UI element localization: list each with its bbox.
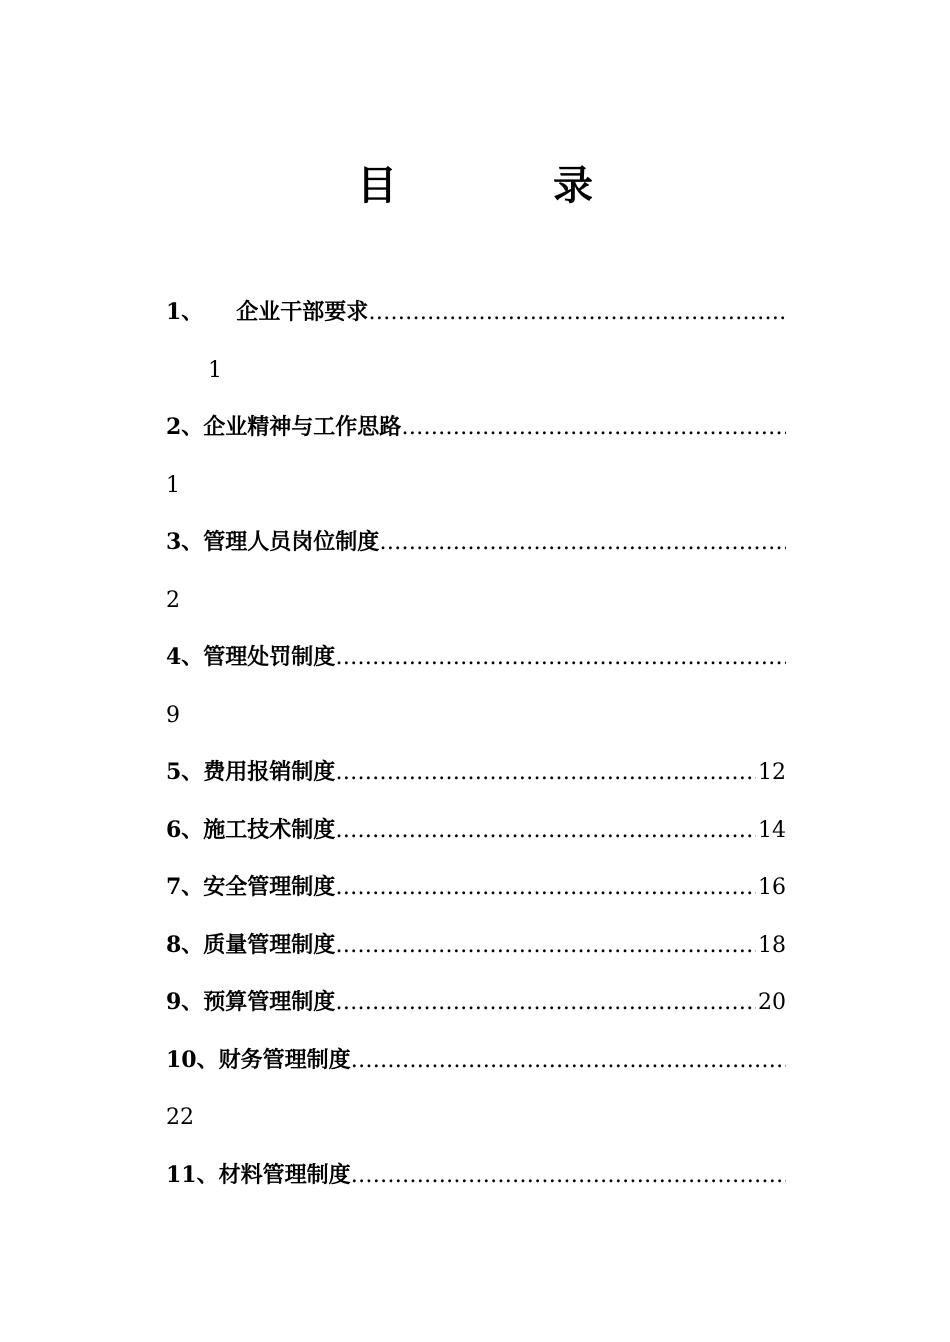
- toc-entry-label: 3、管理人员岗位制度: [166, 529, 380, 555]
- toc-entry[interactable]: [166, 754, 786, 812]
- toc-entry-page: 9: [166, 702, 180, 728]
- toc-entry-page-line: [166, 467, 786, 525]
- dot-leader: [335, 755, 756, 791]
- toc-entry-label: 5、费用报销制度: [166, 759, 336, 785]
- toc-entry[interactable]: [166, 409, 786, 467]
- dot-leader: [335, 928, 756, 964]
- toc-entry-label: 2、企业精神与工作思路: [166, 414, 402, 440]
- toc-entry-page-line: [166, 582, 786, 640]
- toc-entry-page-line: [166, 1099, 786, 1157]
- toc-entry-page: 12: [758, 760, 786, 785]
- toc-entry[interactable]: [166, 812, 786, 870]
- toc-entry-page: 14: [758, 817, 786, 843]
- dot-leader: [401, 410, 786, 446]
- toc-entry-label: 1、 企业干部要求: [166, 299, 369, 325]
- toc-entry-label: 10、财务管理制度: [166, 1046, 351, 1073]
- toc-entry-label: 9、预算管理制度: [166, 989, 336, 1015]
- table-of-contents: [166, 294, 786, 1214]
- toc-entry[interactable]: [166, 927, 786, 985]
- toc-entry[interactable]: [166, 984, 786, 1042]
- dot-leader: [335, 985, 756, 1021]
- toc-entry-label: 7、安全管理制度: [166, 874, 336, 900]
- toc-entry[interactable]: [166, 294, 786, 352]
- toc-entry-page-line: [166, 697, 786, 755]
- dot-leader: [335, 640, 786, 676]
- toc-entry[interactable]: [166, 869, 786, 927]
- dot-leader: [368, 295, 786, 331]
- toc-entry-label: 6、施工技术制度: [166, 816, 336, 843]
- toc-entry-label: 8、质量管理制度: [166, 931, 336, 958]
- dot-leader: [335, 870, 756, 906]
- toc-entry[interactable]: [166, 639, 786, 697]
- toc-entry-page-line: [166, 352, 786, 410]
- toc-entry-page: 18: [758, 932, 786, 958]
- toc-entry[interactable]: [166, 1042, 786, 1100]
- dot-leader: [351, 1043, 786, 1079]
- dot-leader: [351, 1158, 786, 1194]
- dot-leader: [335, 813, 756, 849]
- dot-leader: [379, 525, 786, 561]
- toc-entry-label: 4、管理处罚制度: [166, 644, 336, 670]
- toc-entry-label: 11、材料管理制度: [166, 1161, 351, 1188]
- toc-entry-page: 20: [758, 990, 786, 1015]
- toc-entry[interactable]: [166, 524, 786, 582]
- toc-entry-page: 16: [758, 875, 786, 900]
- toc-title: 目 录: [357, 162, 651, 209]
- toc-entry-page: 1: [208, 357, 222, 383]
- toc-entry-page: 2: [166, 587, 180, 613]
- toc-entry-page: 22: [166, 1105, 194, 1130]
- toc-entry-page: 1: [166, 472, 180, 498]
- toc-entry[interactable]: [166, 1157, 786, 1215]
